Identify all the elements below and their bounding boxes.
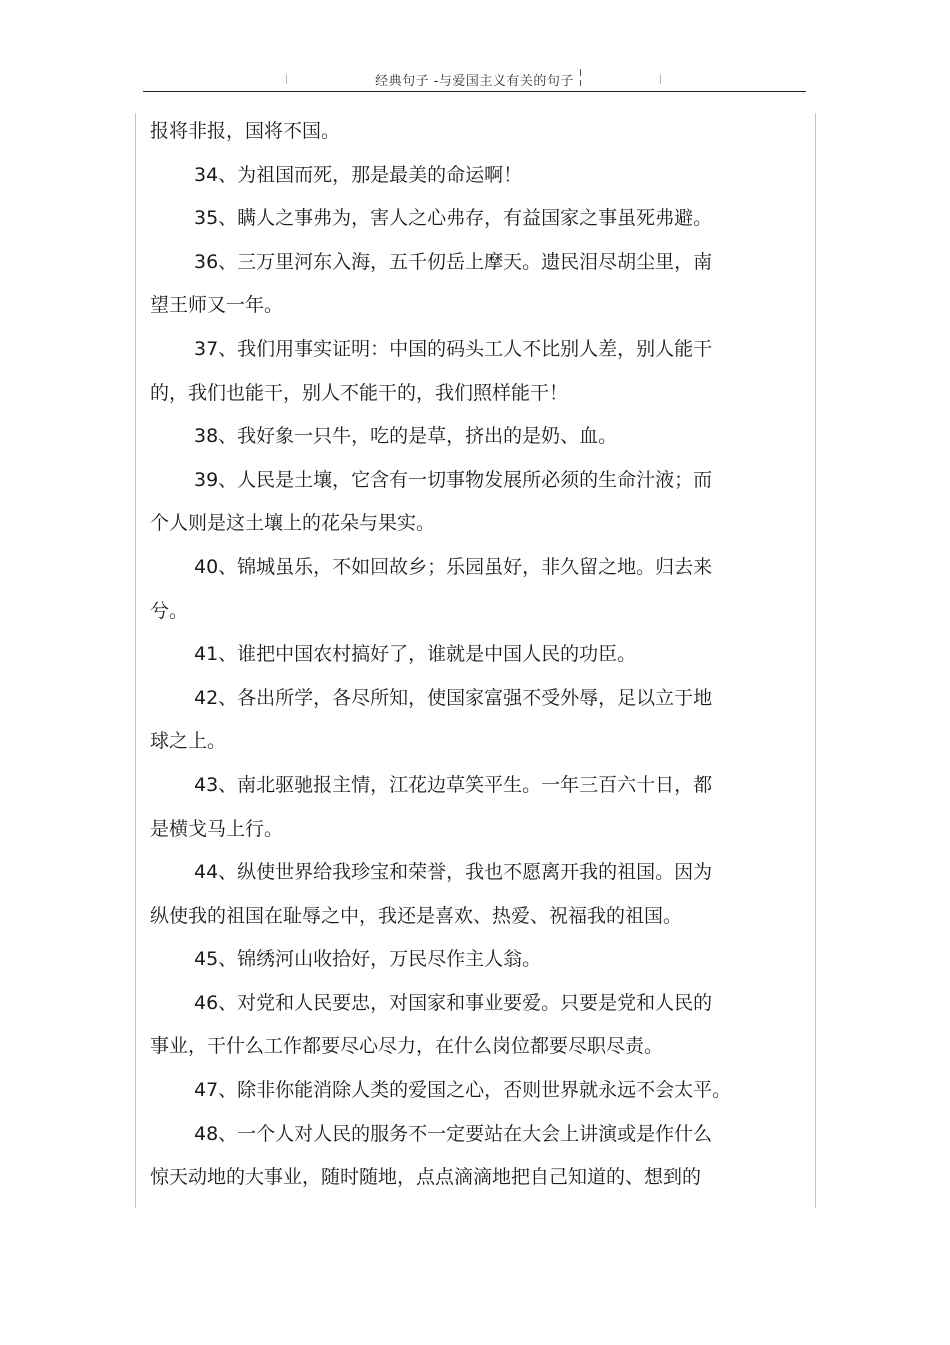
text-line: 球之上。 bbox=[150, 730, 227, 753]
text-line: 34、为祖国而死，那是最美的命运啊！ bbox=[194, 163, 523, 186]
left-margin-rule bbox=[135, 113, 136, 1208]
text-line: 报将非报，国将不国。 bbox=[150, 120, 341, 142]
text-line: 望王师又一年。 bbox=[150, 294, 284, 317]
text-line: 的，我们也能干，别人不能干的，我们照样能干！ bbox=[150, 381, 569, 404]
document-body bbox=[150, 110, 772, 1200]
text-line: 37、我们用事实证明：中国的码头工人不比别人差，别人能干 bbox=[194, 337, 713, 360]
text-line: 惊天动地的大事业，随时随地，点点滴滴地把自己知道的、想到的 bbox=[150, 1166, 702, 1189]
header-tick-mid-bottom bbox=[580, 80, 581, 86]
text-line: 41、谁把中国农村搞好了，谁就是中国人民的功臣。 bbox=[194, 643, 637, 666]
text-line: 个人则是这土壤上的花朵与果实。 bbox=[150, 512, 436, 535]
text-line: 事业，干什么工作都要尽心尽力，在什么岗位都要尽职尽责。 bbox=[150, 1035, 664, 1058]
header-rule bbox=[143, 91, 806, 92]
text-line: 42、各出所学，各尽所知，使国家富强不受外辱，足以立于地 bbox=[194, 686, 713, 709]
text-line: 45、锦绣河山收拾好，万民尽作主人翁。 bbox=[194, 948, 542, 971]
text-line: 43、南北驱驰报主情，江花边草笑平生。一年三百六十日，都 bbox=[194, 773, 713, 796]
text-line: 40、锦城虽乐，不如回故乡；乐园虽好，非久留之地。归去来 bbox=[194, 555, 713, 578]
text-line: 39、人民是土壤，它含有一切事物发展所必须的生命汁液；而 bbox=[194, 468, 713, 491]
text-line: 是横戈马上行。 bbox=[150, 817, 284, 840]
text-line: 纵使我的祖国在耻辱之中，我还是喜欢、热爱、祝福我的祖国。 bbox=[150, 904, 683, 927]
text-line: 35、瞒人之事弗为，害人之心弗存，有益国家之事虽死弗避。 bbox=[194, 207, 713, 230]
text-line: 38、我好象一只牛，吃的是草，挤出的是奶、血。 bbox=[194, 425, 618, 448]
header-tick-right bbox=[660, 74, 661, 84]
text-line: 兮。 bbox=[150, 599, 189, 622]
text-line: 47、除非你能消除人类的爱国之心，否则世界就永远不会太平。 bbox=[194, 1079, 732, 1102]
right-margin-rule bbox=[815, 113, 816, 1208]
page-header bbox=[143, 66, 806, 92]
header-tick-mid-top bbox=[580, 69, 581, 76]
text-line: 44、纵使世界给我珍宝和荣誉，我也不愿离开我的祖国。因为 bbox=[194, 861, 713, 884]
header-title: 经典句子 -与爱国主义有关的句子 bbox=[375, 74, 574, 89]
header-tick-left bbox=[286, 74, 287, 84]
text-line: 46、对党和人民要忠，对国家和事业要爱。只要是党和人民的 bbox=[194, 991, 713, 1014]
text-line: 48、一个人对人民的服务不一定要站在大会上讲演或是作什么 bbox=[194, 1122, 713, 1145]
text-line: 36、三万里河东入海，五千仞岳上摩天。遗民泪尽胡尘里，南 bbox=[194, 250, 713, 273]
